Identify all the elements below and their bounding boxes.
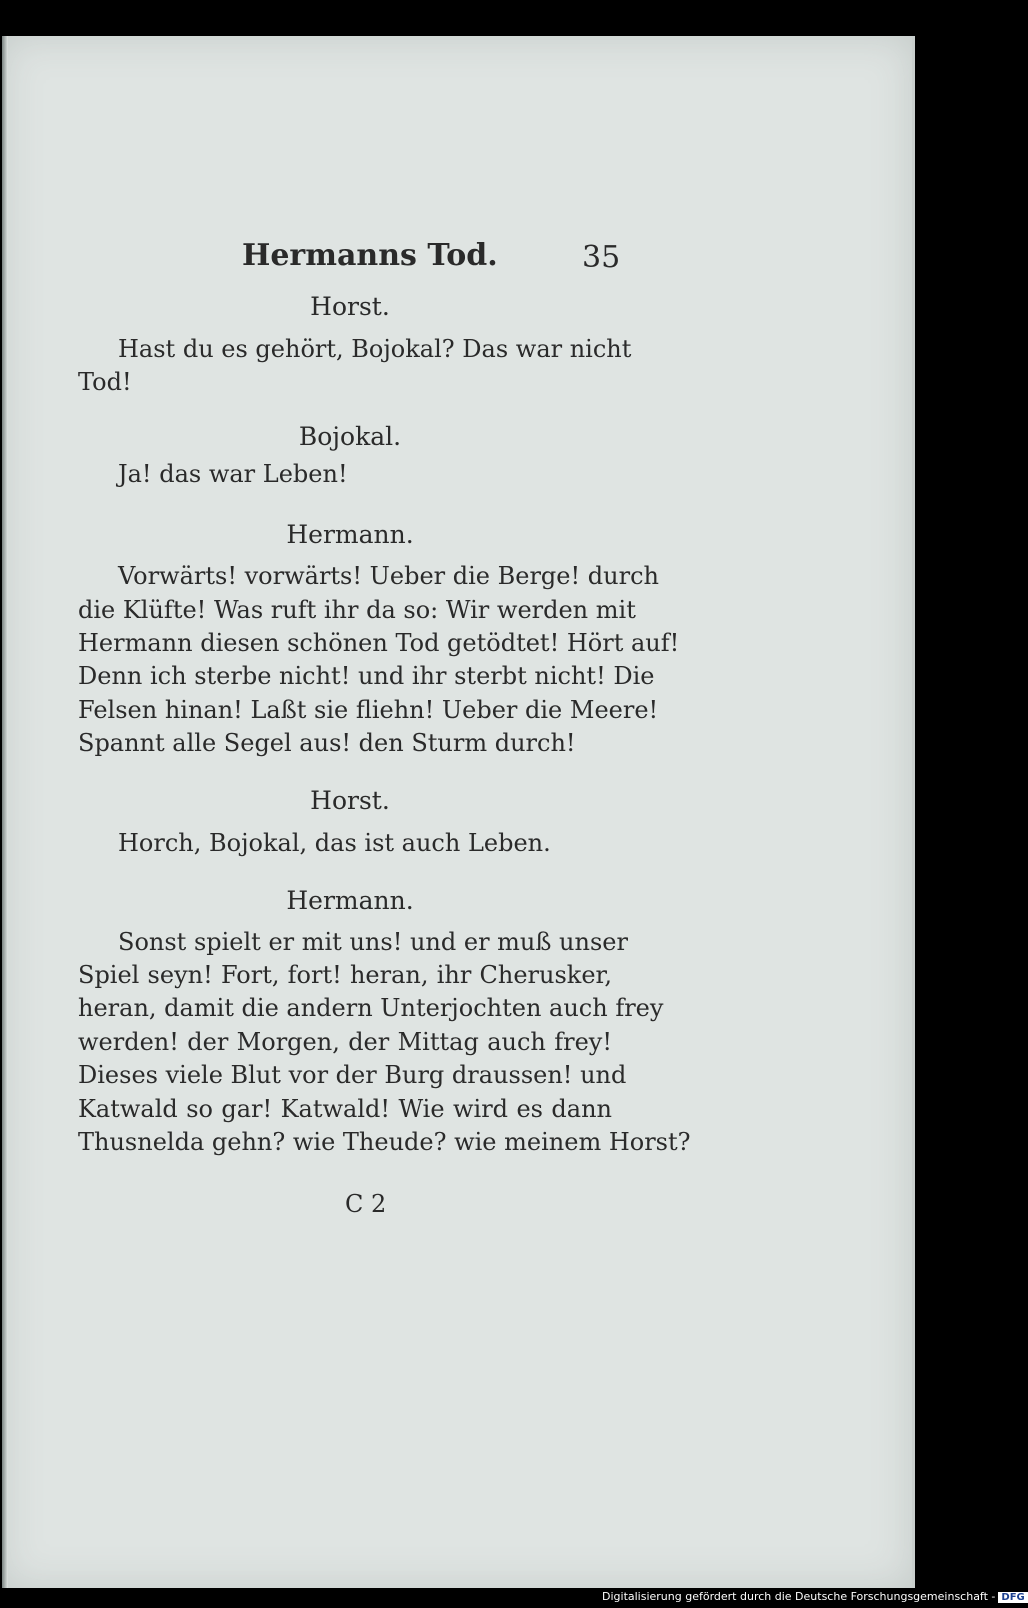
credit-text: Digitalisierung gefördert durch die Deutsche Forschungsgemeinschaft - bbox=[602, 1590, 996, 1603]
text-line: Dieses viele Blut vor der Burg draussen! und bbox=[78, 1061, 627, 1089]
text-line: die Klüfte! Was ruft ihr da so: Wir werden mit bbox=[78, 596, 636, 624]
text-line: Hast du es gehört, Bojokal? Das war nicht bbox=[118, 335, 632, 363]
digitization-credit bbox=[602, 1590, 1028, 1603]
speaker-name: Horst. bbox=[310, 292, 390, 321]
text-line: Ja! das war Leben! bbox=[118, 460, 348, 488]
text-line: Spannt alle Segel aus! den Sturm durch! bbox=[78, 729, 576, 757]
speaker-name: Horst. bbox=[310, 786, 390, 815]
signature-mark: C 2 bbox=[345, 1190, 387, 1218]
text-line: werden! der Morgen, der Mittag auch frey! bbox=[78, 1028, 612, 1056]
dotted-marker bbox=[918, 956, 998, 958]
running-header-title: Hermanns Tod. bbox=[242, 238, 498, 273]
text-line: Vorwärts! vorwärts! Ueber die Berge! durch bbox=[118, 562, 659, 590]
speaker-name: Hermann. bbox=[286, 520, 414, 549]
speaker-name: Hermann. bbox=[286, 886, 414, 915]
text-line: Tod! bbox=[78, 368, 132, 396]
text-line: Sonst spielt er mit uns! und er muß unser bbox=[118, 928, 628, 956]
text-line: Katwald so gar! Katwald! Wie wird es dann bbox=[78, 1095, 612, 1123]
text-line: Thusnelda gehn? wie Theude? wie meinem Horst? bbox=[78, 1128, 691, 1156]
speaker-name: Bojokal. bbox=[298, 422, 402, 451]
text-line: Denn ich sterbe nicht! und ihr sterbt nicht! Die bbox=[78, 662, 655, 690]
text-line: Felsen hinan! Laßt sie fliehn! Ueber die Meere! bbox=[78, 696, 659, 724]
text-line: Hermann diesen schönen Tod getödtet! Hört auf! bbox=[78, 629, 680, 657]
text-line: Spiel seyn! Fort, fort! heran, ihr Cherusker, bbox=[78, 961, 612, 989]
page-number: 35 bbox=[582, 240, 621, 275]
text-line: Horch, Bojokal, das ist auch Leben. bbox=[118, 829, 551, 857]
dfg-logo: DFG bbox=[998, 1592, 1027, 1603]
page-binding-shadow bbox=[2, 36, 8, 1588]
text-line: heran, damit die andern Unterjochten auch frey bbox=[78, 994, 664, 1022]
